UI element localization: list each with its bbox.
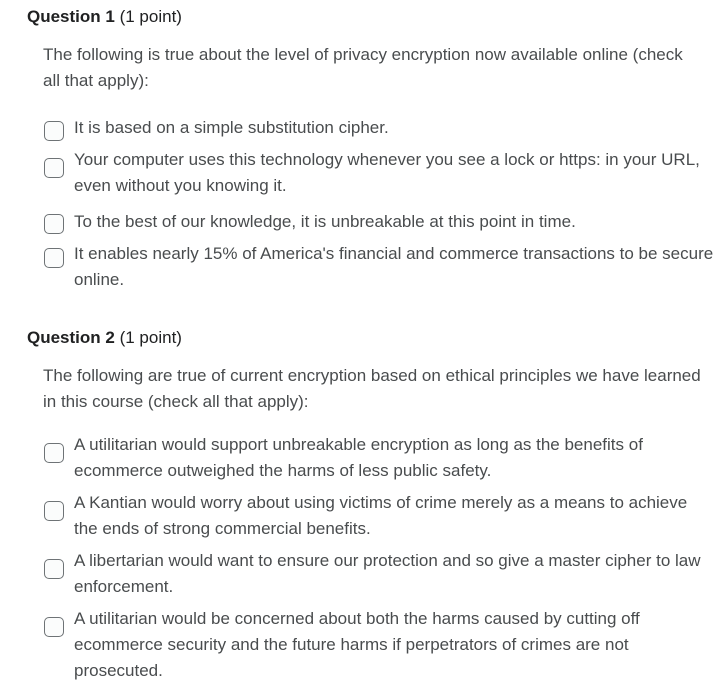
question-2-prompt: The following are true of current encryption based on ethical principles we have learned in this course (check all that apply): <box>43 366 701 411</box>
choice-checkbox[interactable] <box>44 158 64 178</box>
choice-checkbox[interactable] <box>44 121 64 141</box>
question-2-points: (1 point) <box>119 328 182 347</box>
choice-checkbox[interactable] <box>44 443 64 463</box>
choice-label: It is based on a simple substitution cipher. <box>74 118 389 137</box>
question-1-points: (1 point) <box>119 7 182 26</box>
choice-checkbox[interactable] <box>44 617 64 637</box>
choice-checkbox[interactable] <box>44 214 64 234</box>
choice-label: A utilitarian would be concerned about both the harms caused by cutting off ecommerce security and the future harms if perpetrators of crimes are not prosecuted. <box>74 609 640 680</box>
choice-checkbox[interactable] <box>44 501 64 521</box>
choice-label: A libertarian would want to ensure our protection and so give a master cipher to law enforcement. <box>74 551 701 596</box>
question-1-header <box>27 7 182 27</box>
question-1-prompt: The following is true about the level of privacy encryption now available online (check all that apply): <box>43 45 683 90</box>
question-2-header <box>27 328 182 348</box>
choice-label: A utilitarian would support unbreakable encryption as long as the benefits of ecommerce outweighed the harms of less public safety. <box>74 435 643 480</box>
choice-checkbox[interactable] <box>44 248 64 268</box>
question-1-title: Question 1 <box>27 7 115 26</box>
choice-label: To the best of our knowledge, it is unbreakable at this point in time. <box>74 212 576 231</box>
choice-label: Your computer uses this technology whenever you see a lock or https: in your URL, even without you knowing it. <box>74 150 700 195</box>
choice-label: A Kantian would worry about using victims of crime merely as a means to achieve the ends of strong commercial benefits. <box>74 493 688 538</box>
choice-checkbox[interactable] <box>44 559 64 579</box>
choice-label: It enables nearly 15% of America's financial and commerce transactions to be secure online. <box>74 244 714 289</box>
question-2-title: Question 2 <box>27 328 115 347</box>
